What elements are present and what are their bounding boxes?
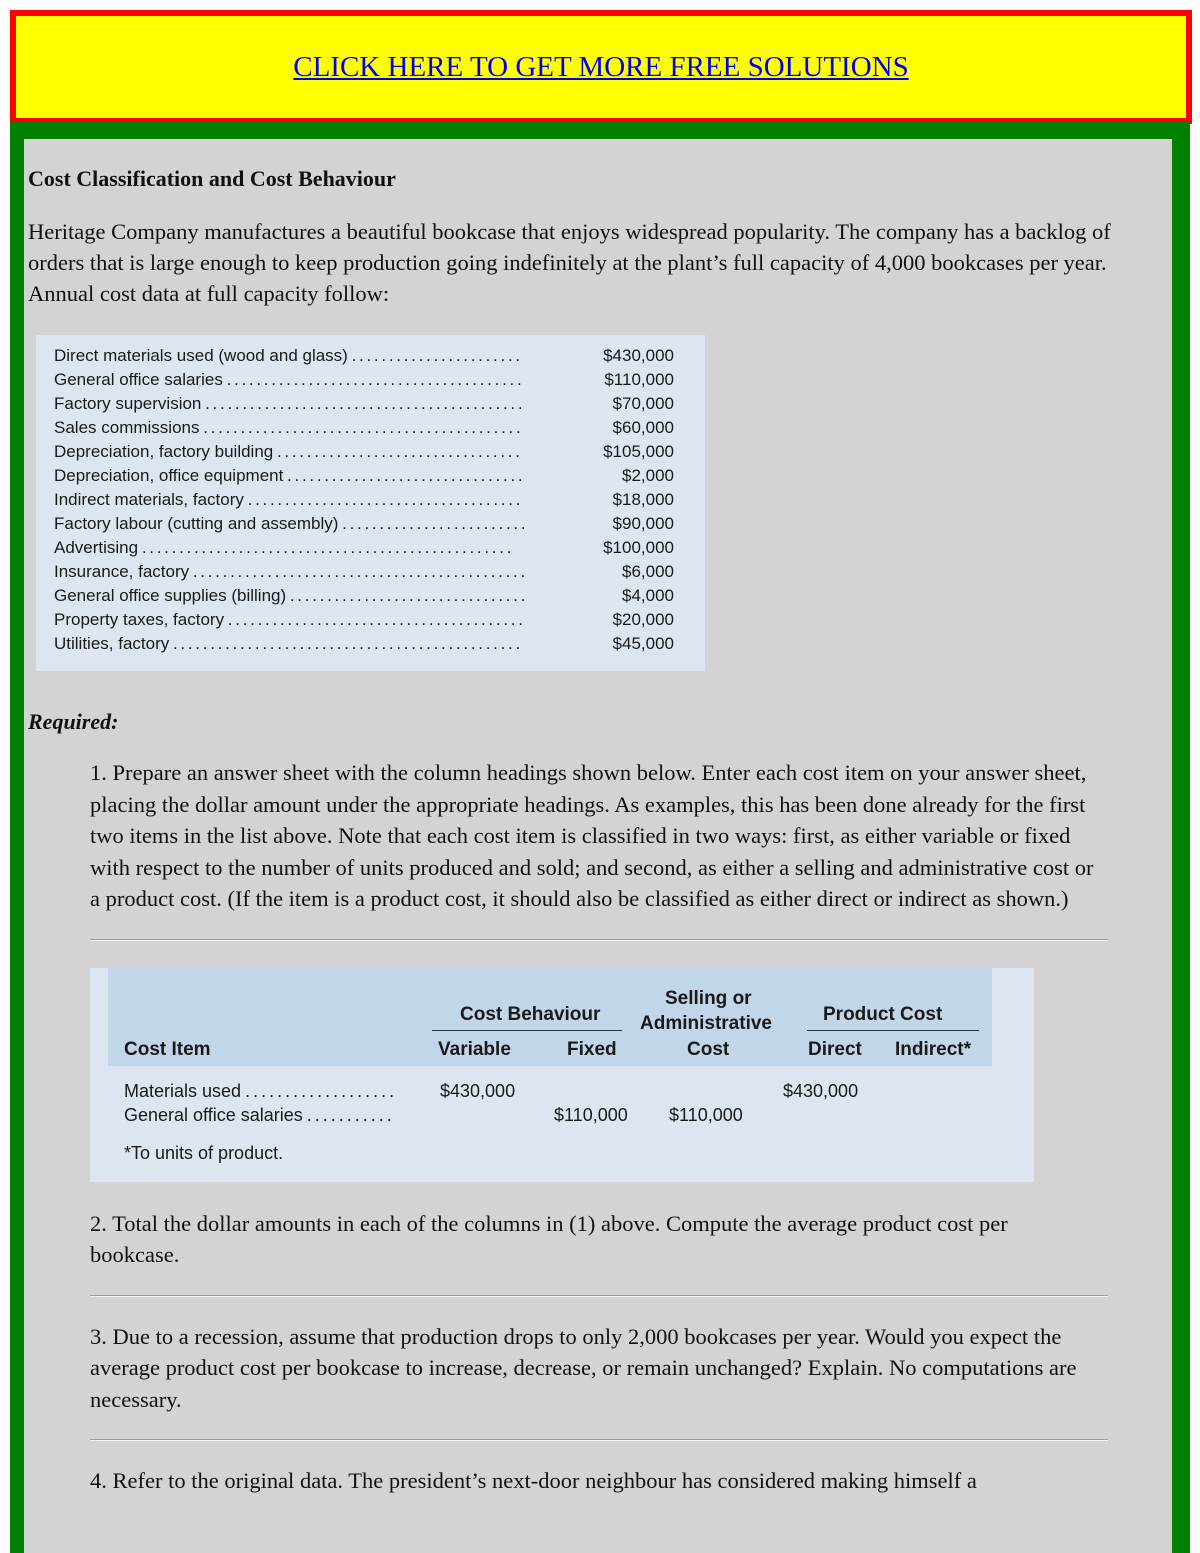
cost-row-amount: $70,000 — [612, 394, 674, 413]
cost-row — [54, 634, 674, 658]
cost-row-label: Advertising . . . — [54, 538, 524, 558]
cost-row-amount: $430,000 — [603, 346, 674, 365]
cost-row — [54, 346, 674, 370]
cost-row-label: Depreciation, factory building . . . — [54, 442, 524, 462]
cost-row-label: Indirect materials, factory . . . — [54, 490, 524, 510]
problem-title: Cost Classification and Cost Behaviour — [28, 166, 396, 191]
cost-row — [54, 490, 674, 514]
row2-selling: $110,000 — [669, 1104, 743, 1125]
answer-sheet-footnote: *To units of product. — [124, 1142, 284, 1163]
row2-fixed: $110,000 — [554, 1104, 628, 1125]
cost-row-label: Sales commissions . . . — [54, 418, 524, 438]
cost-row-amount: $105,000 — [603, 442, 674, 461]
question-1: 1. Prepare an answer sheet with the column headings shown below. Enter each cost item on your answer sheet, placing the dollar amount under the appropriate headings. As examples, this has been done already for the first two items in the list above. Note that each cost item is classified in two ways: first, as either variable or fixed with respect to the number of units produced and sold; and second, as either a selling and administrative cost or a product cost. (If the item is a product cost, it should also be classified as either direct or indirect as shown.) — [90, 760, 1094, 911]
cost-row-amount: $20,000 — [612, 610, 674, 629]
cost-row — [54, 394, 674, 418]
cost-row — [54, 538, 674, 562]
cost-row — [54, 418, 674, 442]
divider — [90, 939, 1108, 941]
header-fixed: Fixed — [567, 1038, 617, 1060]
free-solutions-link[interactable]: CLICK HERE TO GET MORE FREE SOLUTIONS — [293, 50, 909, 83]
cost-row-label: Factory labour (cutting and assembly) . . . — [54, 514, 524, 534]
document-body — [28, 162, 1163, 1497]
cost-row — [54, 442, 674, 466]
row2-label: General office salaries . . . — [124, 1105, 396, 1126]
question-2: 2. Total the dollar amounts in each of the columns in (1) above. Compute the average product cost per bookcase. — [90, 1210, 1008, 1267]
cost-row-amount: $2,000 — [622, 466, 674, 485]
underline — [807, 1030, 979, 1031]
cost-row-amount: $18,000 — [612, 490, 674, 509]
cost-row — [54, 370, 674, 394]
cost-row-label: Insurance, factory . . . — [54, 562, 524, 582]
cost-row-amount: $6,000 — [622, 562, 674, 581]
header-indirect: Indirect* — [895, 1038, 972, 1060]
header-direct: Direct — [808, 1038, 862, 1060]
cost-row-amount: $60,000 — [612, 418, 674, 437]
problem-intro: Heritage Company manufactures a beautiful bookcase that enjoys widespread popularity. The company has a backlog of orders that is large enough to keep production going indefinitely at the plant’s full capacity of 4,000 bookcases per year. Annual cost data at full capacity follow: — [28, 219, 1111, 306]
cost-row — [54, 562, 674, 586]
cost-row-amount: $110,000 — [604, 370, 674, 389]
cost-row-label: Factory supervision . . . — [54, 394, 524, 414]
header-selling-3: Cost — [687, 1038, 730, 1060]
cost-row-amount: $100,000 — [603, 538, 674, 557]
header-selling-2: Administrative — [640, 1012, 772, 1034]
header-cost-behaviour: Cost Behaviour — [460, 1003, 601, 1025]
row1-direct: $430,000 — [783, 1080, 859, 1101]
cost-row — [54, 514, 674, 538]
underline — [432, 1030, 622, 1031]
cost-row-label: Utilities, factory . . . — [54, 634, 524, 654]
cost-row — [54, 466, 674, 490]
cost-row-label: Direct materials used (wood and glass) . . . — [54, 346, 524, 366]
cost-row-label: Depreciation, office equipment . . . — [54, 466, 524, 486]
question-4: 4. Refer to the original data. The president’s next-door neighbour has considered making himself a — [90, 1468, 977, 1493]
cost-row-amount: $4,000 — [622, 586, 674, 605]
cost-row-amount: $45,000 — [612, 634, 674, 653]
answer-sheet-example — [90, 968, 1034, 1182]
cost-data-table — [36, 335, 705, 671]
cost-row-label: Property taxes, factory . . . — [54, 610, 524, 630]
cost-row — [54, 586, 674, 610]
cost-row — [54, 610, 674, 634]
cost-row-amount: $90,000 — [612, 514, 674, 533]
divider — [90, 1439, 1108, 1441]
cost-row-label: General office supplies (billing) . . . — [54, 586, 524, 606]
header-variable: Variable — [438, 1038, 511, 1060]
required-heading: Required: — [28, 709, 119, 734]
header-selling-1: Selling or — [665, 987, 752, 1009]
header-product-cost: Product Cost — [823, 1003, 943, 1025]
divider — [90, 1295, 1108, 1297]
question-3: 3. Due to a recession, assume that production drops to only 2,000 bookcases per year. Would you expect the average product cost per bookcase to increase, decrease, or remain unchanged? Explain. No computations are necessary. — [90, 1323, 1077, 1412]
promo-banner — [10, 10, 1192, 124]
header-cost-item: Cost Item — [124, 1038, 211, 1060]
cost-row-label: General office salaries . . . — [54, 370, 524, 390]
row1-variable: $430,000 — [440, 1080, 516, 1101]
row1-label: Materials used . . . — [124, 1081, 396, 1102]
